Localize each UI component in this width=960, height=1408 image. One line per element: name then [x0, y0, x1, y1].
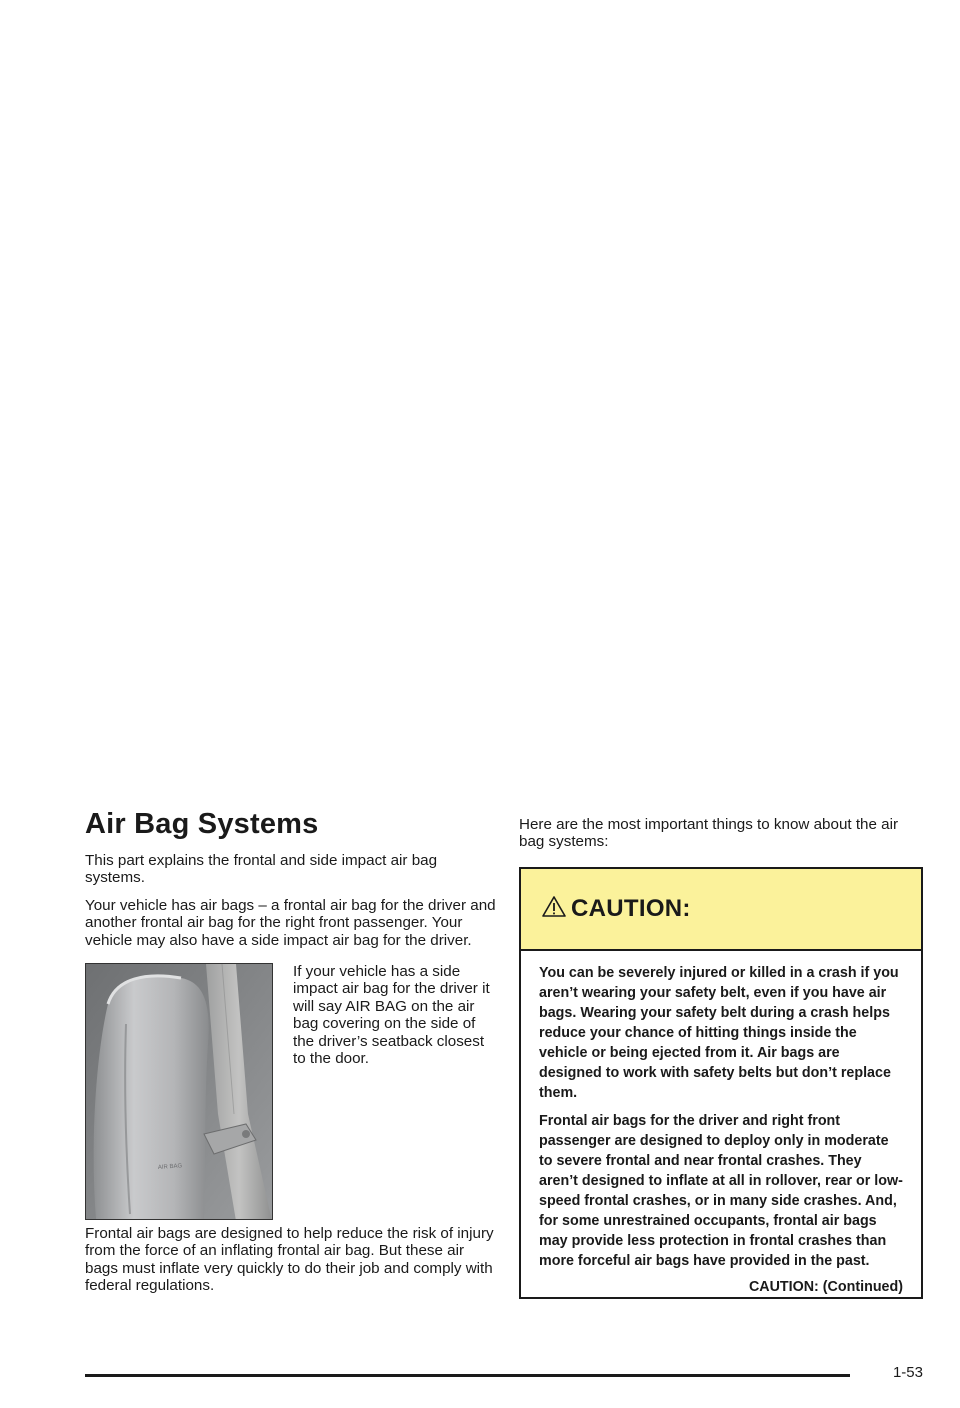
- important-things-intro: Here are the most important things to know about the air bag systems:: [519, 816, 899, 851]
- right-column: [519, 816, 923, 1299]
- warning-triangle-icon: [541, 894, 567, 920]
- caution-paragraph-1: You can be severely injured or killed in a crash if you aren’t wearing your safety belt, even if you have air bags. Wearing your safety belt during a crash helps reduce your chance of hitting things inside the vehicle or being ejected from it. Air bags are designed to work with safety belts but don’t replace them.: [539, 964, 899, 1101]
- caution-paragraph-2: Frontal air bags for the driver and right front passenger are designed to deploy only in moderate to severe frontal and near frontal crashes. They aren’t designed to inflate at all in rollover, rear or low-speed frontal crashes, or in many side crashes. And, for some unrestrained occupants, frontal air bags may provide less protection in frontal crashes than more forceful air bags have provided in the past.: [539, 1112, 903, 1269]
- caution-body: [521, 951, 921, 1295]
- caution-continued: CAUTION: (Continued): [748, 1278, 903, 1295]
- frontal-airbags-paragraph: Frontal air bags are designed to help reduce the risk of injury from the force of an inflating frontal air bag. But these air bags must inflate very quickly to do their job and comply with federal regulations.: [85, 1225, 494, 1295]
- vehicle-airbags-paragraph: Your vehicle has air bags – a frontal air bag for the driver and another frontal air bag for the right front passenger. Your vehicle may also have a side impact air bag for the driver.: [85, 896, 496, 949]
- seatback-airbag-photo: [85, 963, 273, 1220]
- footer-rule: [85, 1374, 850, 1377]
- caution-label: CAUTION:: [571, 894, 691, 922]
- caution-header: [521, 869, 921, 951]
- caution-box: [519, 867, 923, 1299]
- left-column: [85, 808, 497, 1305]
- svg-text:AIR BAG: AIR BAG: [157, 1163, 183, 1172]
- page-number: 1-53: [892, 1364, 923, 1381]
- intro-paragraph: This part explains the frontal and side impact air bag systems.: [85, 852, 438, 887]
- section-title: Air Bag Systems: [85, 808, 319, 840]
- seat-figure-row: [85, 963, 497, 1225]
- side-airbag-label-text: If your vehicle has a side impact air bag for the driver it will say AIR BAG on the air bag covering on the side of the driver’s seatback closest to the door.: [293, 963, 490, 1068]
